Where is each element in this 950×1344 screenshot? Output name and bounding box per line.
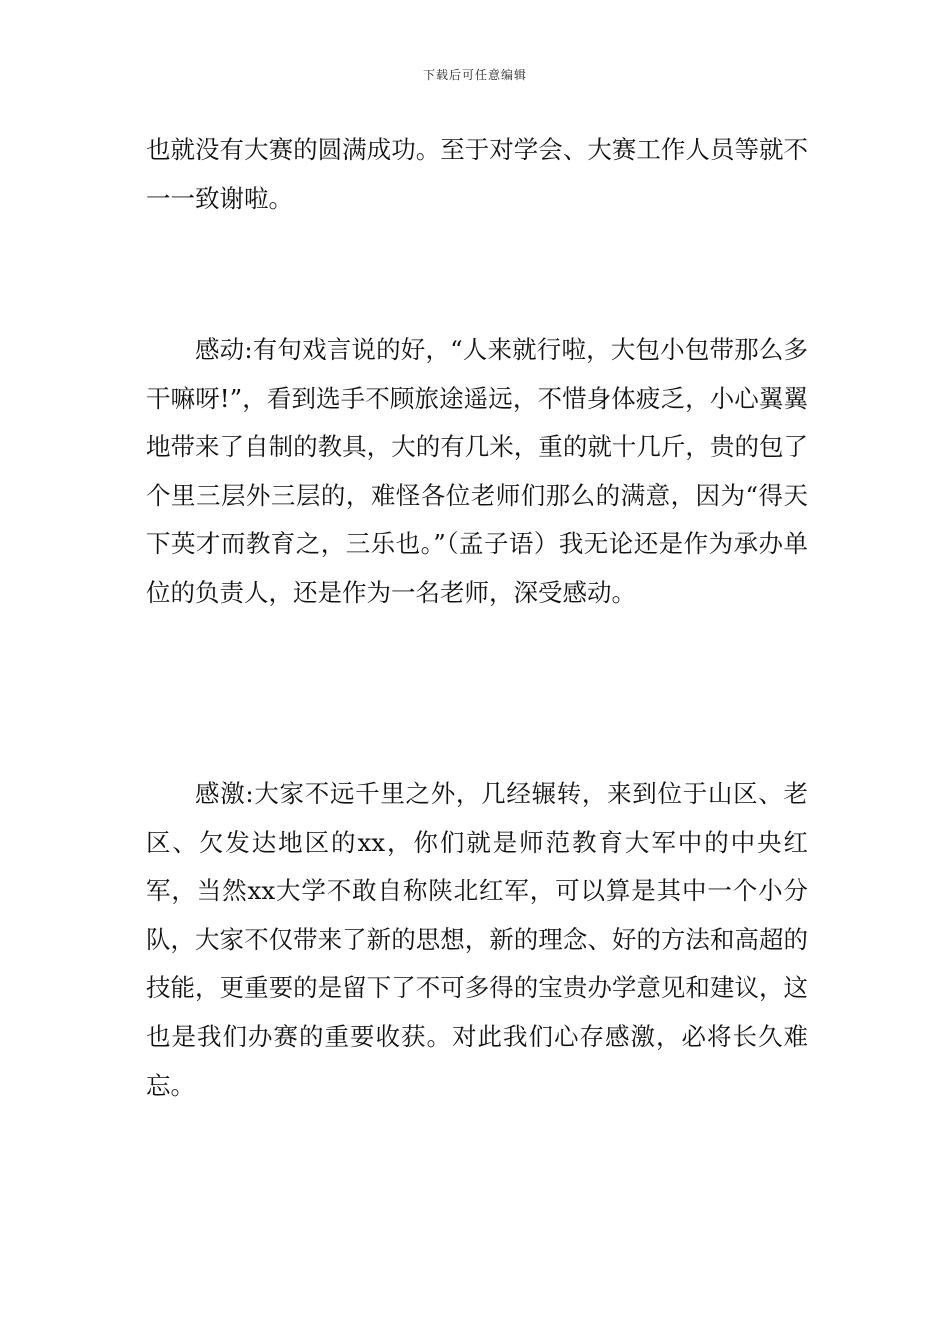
paragraph-grateful: 感激:大家不远千里之外，几经辗转，来到位于山区、老区、欠发达地区的xx，你们就是师范教育大军中的中央红军，当然xx大学不敢自称陕北红军，可以算是其中一个小分队，大家不仅带来了新的思想，新的理念、好的方法和高超的技能，更重要的是留下了不可多得的宝贵办学意见和建议，这也是我们办赛的重要收获。对此我们心存感激，必将长久难忘。 — [146, 779, 808, 1100]
paragraph-closing-thanks: 也就没有大赛的圆满成功。至于对学会、大赛工作人员等就不一一致谢啦。 — [146, 135, 808, 213]
paragraph-moved: 感动:有句戏言说的好，“人来就行啦，大包小包带那么多干嘛呀!”，看到选手不顾旅途遥远，不惜身体疲乏，小心翼翼地带来了自制的教具，大的有几米，重的就十几斤，贵的包了个里三层外三层的，难怪各位老师们那么的满意，因为“得天下英才而教育之，三乐也。”（孟子语）我无论还是作为承办单位的负责人，还是作为一名老师，深受感动。 — [146, 335, 808, 607]
page-header: 下载后可任意编辑 — [422, 68, 527, 82]
